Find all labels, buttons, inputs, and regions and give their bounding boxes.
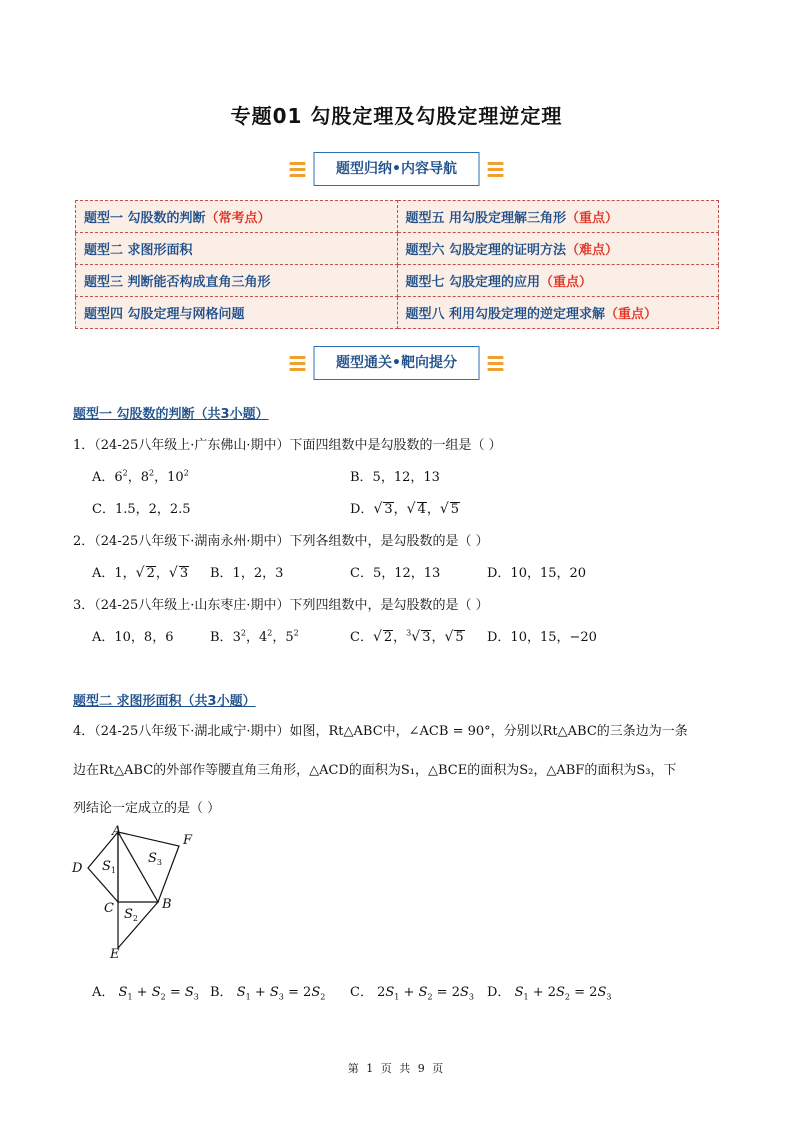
question-1: 1．（24-25八年级上·广东佛山·期中）下面四组数中是勾股数的一组是（ ） xyxy=(73,438,502,453)
question-3: 3．（24-25八年级上·山东枣庄·期中）下列四组数中，是勾股数的是（ ） xyxy=(73,598,489,613)
label-c: C xyxy=(104,901,114,916)
label-e: E xyxy=(110,947,120,962)
nav-item-8[interactable]: 题型八 利用勾股定理的逆定理求解（重点） xyxy=(397,297,719,329)
banner-label: 题型归纳•内容导航 xyxy=(313,152,480,186)
question-2: 2．（24-25八年级下·湖南永州·期中）下列各组数中，是勾股数的是（ ） xyxy=(73,534,489,549)
nav-banner xyxy=(281,152,512,186)
q3-option-a[interactable]: A．10，8，6 xyxy=(92,630,174,645)
topic-navigation-table xyxy=(75,200,719,329)
triangle-figure xyxy=(66,822,206,962)
section-2-title: 题型二 求图形面积（共3小题） xyxy=(73,694,256,709)
q2-option-b[interactable]: B．1，2，3 xyxy=(210,566,284,581)
q2-option-d[interactable]: D．10，15，20 xyxy=(487,566,587,581)
question-4-line-2: 边在Rt△ABC的外部作等腰直角三角形，△ACD的面积为S₁，△BCE的面积为S₂，△ABF的面积为S₃，下 xyxy=(73,763,677,778)
nav-item-3[interactable]: 题型三 判断能否构成直角三角形 xyxy=(76,265,398,297)
label-f: F xyxy=(183,833,193,848)
q4-option-c[interactable]: C． $2S_1 + S_2 = 2S_3$ xyxy=(350,985,474,1002)
label-a: A xyxy=(112,824,122,839)
label-d: D xyxy=(72,861,83,876)
q1-option-b[interactable]: B．5，12，13 xyxy=(350,470,440,485)
q1-option-c[interactable]: C．1.5，2，2.5 xyxy=(92,502,191,517)
nav-item-4[interactable]: 题型四 勾股定理与网格问题 xyxy=(76,297,398,329)
q3-option-b[interactable]: B．$3^2$，$4^2$，$5^2$ xyxy=(210,628,299,645)
q2-option-c[interactable]: C．5，12，13 xyxy=(350,566,441,581)
left-deco-icon xyxy=(289,162,305,177)
q1-option-a[interactable]: A．$6^2$，$8^2$，$10^2$ xyxy=(92,468,189,485)
label-s1: $S_1$ xyxy=(102,859,116,875)
nav-item-5[interactable]: 题型五 用勾股定理解三角形（重点） xyxy=(397,201,719,233)
question-4-line-1: 4．（24-25八年级下·湖北咸宁·期中）如图，Rt△ABC中，∠ACB = 90°，分别以Rt△ABC的三条边为一条 xyxy=(73,724,688,739)
q4-option-b[interactable]: B． $S_1 + S_3 = 2S_2$ xyxy=(210,985,326,1002)
q1-option-d[interactable]: D．√ 3，√ 4，√ 5 xyxy=(350,501,460,517)
q2-option-a[interactable]: A．1，√ 2，√ 3 xyxy=(92,565,189,581)
page-title: 专题01 勾股定理及勾股定理逆定理 xyxy=(230,104,563,128)
banner-label: 题型通关•靶向提分 xyxy=(313,346,480,380)
section-1-title: 题型一 勾股数的判断（共3小题） xyxy=(73,407,269,422)
nav-item-7[interactable]: 题型七 勾股定理的应用（重点） xyxy=(397,265,719,297)
label-b: B xyxy=(162,897,172,912)
q3-option-d[interactable]: D．10，15，−20 xyxy=(487,630,597,645)
q4-option-a[interactable]: A． $S_1 + S_2 = S_3$ xyxy=(92,985,199,1002)
q3-option-c[interactable]: C．√ 2，$^3$√ 3，√ 5 xyxy=(350,628,464,645)
nav-item-6[interactable]: 题型六 勾股定理的证明方法（难点） xyxy=(397,233,719,265)
right-deco-icon xyxy=(488,356,504,371)
nav-item-1[interactable]: 题型一 勾股数的判断（常考点） xyxy=(76,201,398,233)
q4-option-d[interactable]: D． $S_1 + 2S_2 = 2S_3$ xyxy=(487,985,612,1002)
label-s3: $S_3$ xyxy=(148,851,162,867)
right-deco-icon xyxy=(488,162,504,177)
left-deco-icon xyxy=(289,356,305,371)
question-4-line-3: 列结论一定成立的是（ ） xyxy=(73,801,221,816)
label-s2: $S_2$ xyxy=(124,907,138,923)
nav-item-2[interactable]: 题型二 求图形面积 xyxy=(76,233,398,265)
practice-banner xyxy=(281,346,512,380)
page-footer: 第 1 页 共 9 页 xyxy=(347,1062,446,1075)
